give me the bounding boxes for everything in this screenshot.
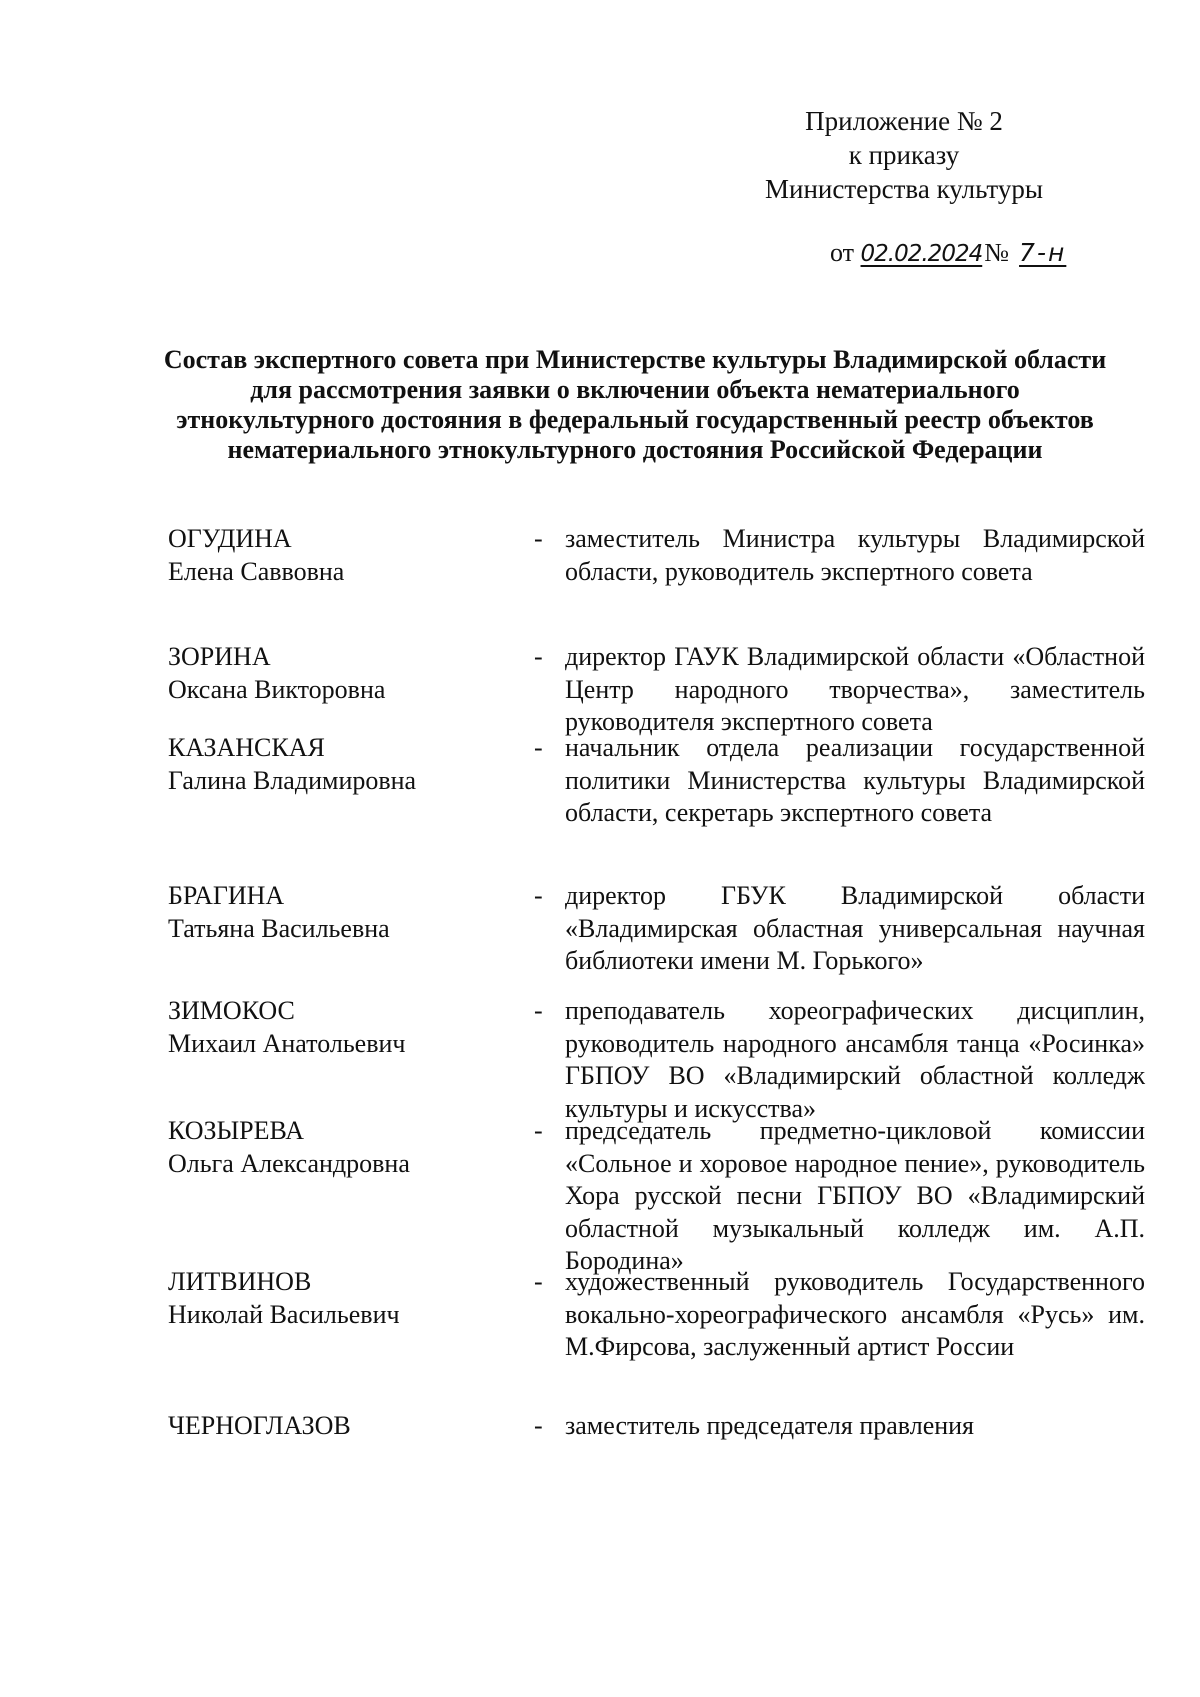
member-name — [168, 995, 528, 1060]
member-given-name: Николай Васильевич — [168, 1299, 400, 1329]
order-number-handwritten: 7-н — [1019, 238, 1067, 267]
appendix-line: к приказу — [848, 140, 960, 170]
appendix-line: Приложение № 2 — [805, 106, 1003, 136]
member-name — [168, 1266, 528, 1331]
member-dash: - — [534, 881, 543, 910]
member-name — [168, 1410, 528, 1443]
member-dash: - — [534, 642, 543, 671]
member-surname: ЗИМОКОС — [168, 996, 295, 1025]
member-surname: ЛИТВИНОВ — [168, 1267, 312, 1296]
member-role: директор ГБУК Владимирской области «Владимирская областная универсальная научная библиотеки имени М. Горького» — [565, 881, 1145, 975]
member-name — [168, 732, 528, 797]
member-given-name: Татьяна Васильевна — [168, 913, 390, 943]
member-role: заместитель председателя правления — [565, 1411, 975, 1440]
appendix-line: Министерства культуры — [765, 174, 1043, 204]
order-number-label: № — [984, 238, 1010, 267]
member-given-name: Елена Саввовна — [168, 556, 345, 586]
order-date-handwritten: 02.02.2024 — [860, 241, 983, 267]
member-given-name: Оксана Викторовна — [168, 674, 386, 704]
member-role: художественный руководитель Государственного вокально-хореографического ансамбля «Русь» им. М.Фирсова, заслуженный артист России — [565, 1267, 1145, 1361]
member-surname: ОГУДИНА — [168, 524, 292, 553]
member-name — [168, 523, 528, 588]
member-dash: - — [534, 1267, 543, 1296]
member-surname: ЗОРИНА — [168, 642, 271, 671]
member-given-name: Михаил Анатольевич — [168, 1028, 406, 1058]
order-from-label: от — [830, 238, 855, 267]
member-role: председатель предметно-цикловой комиссии «Сольное и хоровое народное пение», руководитель Хора русской песни ГБПОУ ВО «Владимирский областной музыкальный колледж им. А.П. Бородина» — [565, 1116, 1145, 1275]
member-dash: - — [534, 1116, 543, 1145]
member-name — [168, 880, 528, 945]
member-role: директор ГАУК Владимирской области «Областной Центр народного творчества», заместитель руководителя экспертного совета — [565, 642, 1145, 736]
member-dash: - — [534, 524, 543, 553]
member-name — [168, 1115, 528, 1180]
member-dash: - — [534, 733, 543, 762]
member-surname: КАЗАНСКАЯ — [168, 733, 325, 762]
member-name — [168, 641, 528, 706]
appendix-header — [724, 104, 1084, 206]
member-dash: - — [534, 996, 543, 1025]
member-surname: КОЗЫРЕВА — [168, 1116, 304, 1145]
member-role: преподаватель хореографических дисциплин, руководитель народного ансамбля танца «Росинка» ГБПОУ ВО «Владимирский областной колледж культуры и искусства» — [565, 996, 1145, 1123]
order-reference — [830, 236, 1066, 271]
member-given-name: Ольга Александровна — [168, 1148, 410, 1178]
document-title: Состав экспертного совета при Министерстве культуры Владимирской области для рассмотрения заявки о включении объекта нематериального этнокультурного достояния в федеральный государственный реестр объектов нематериального этнокультурного достояния Российской Федерации — [163, 345, 1107, 464]
member-given-name: Галина Владимировна — [168, 765, 417, 795]
member-role: начальник отдела реализации государственной политики Министерства культуры Владимирской области, секретарь экспертного совета — [565, 733, 1145, 827]
member-surname: ЧЕРНОГЛАЗОВ — [168, 1411, 351, 1440]
member-dash: - — [534, 1411, 543, 1440]
member-role: заместитель Министра культуры Владимирской области, руководитель экспертного совета — [565, 524, 1145, 586]
member-surname: БРАГИНА — [168, 881, 285, 910]
